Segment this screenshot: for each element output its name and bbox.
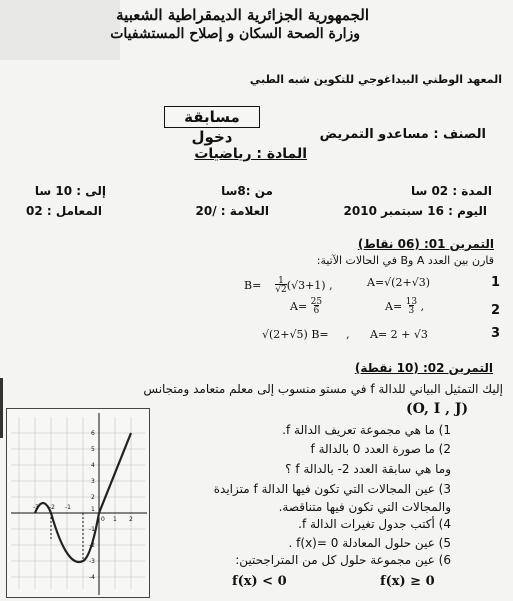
q6: 6) عين مجموعة حلول كل من المتراجحتين: bbox=[235, 553, 451, 567]
end-time: إلى : 10 سا bbox=[34, 184, 106, 198]
x-tick-label: -1 bbox=[65, 504, 71, 511]
ex1-item3-B-label: B= bbox=[311, 328, 329, 341]
ex1-item1-B-label: B= bbox=[244, 279, 262, 292]
ex1-item2-number bbox=[491, 303, 500, 318]
exam-category: الصنف : مساعدو التمريض bbox=[319, 127, 486, 142]
exercise1-heading: التمرين 01: (06 نقاط) bbox=[357, 237, 494, 251]
x-tick-label: 2 bbox=[129, 516, 133, 523]
ex1-item2-frac-left-num: 25 bbox=[310, 297, 323, 307]
ex1-item3-B: √(2+√5) B= , bbox=[262, 328, 350, 341]
x-tick-label: 1 bbox=[113, 516, 117, 523]
origin-label: 0 bbox=[101, 516, 105, 523]
exercise2-intro: إليك التمثيل البياني للدالة f في مستو منسوب إلى معلم متعامد ومتجانس bbox=[143, 382, 503, 396]
coefficient: المعامل : 02 bbox=[26, 204, 102, 218]
ex1-item3-number bbox=[491, 326, 500, 341]
ex1-item2-right: $A= \frac{13}{3}$ , bbox=[385, 297, 425, 316]
inequality-2: f(x) ≥ 0 bbox=[380, 574, 435, 589]
x-tick-label: -2 bbox=[49, 504, 55, 511]
start-time: من :8سا bbox=[221, 184, 273, 198]
q1: 1) ما هي مجموعة تعريف الدالة f. bbox=[282, 423, 451, 437]
y-tick-label: -3 bbox=[89, 558, 95, 565]
ex1-item2-frac-left bbox=[311, 298, 322, 316]
y-tick-label: 2 bbox=[91, 494, 95, 501]
exam-title-text: مسابقة دخول bbox=[184, 108, 240, 146]
exam-subject: المادة : رياضيات bbox=[194, 146, 307, 162]
y-tick-label: 5 bbox=[91, 446, 95, 453]
republic-header: الجمهورية الجزائرية الديمقراطية الشعبية bbox=[116, 6, 369, 24]
ex1-item2-frac-right-den: 3 bbox=[408, 306, 415, 316]
ex1-item2-left-label: A= bbox=[290, 300, 308, 313]
institute-name: المعهد الوطني البيداغوجي للتكوين شبه الطبي bbox=[249, 73, 502, 86]
inequality-1: f(x) < 0 bbox=[232, 574, 287, 589]
y-tick-label: 3 bbox=[91, 478, 95, 485]
y-tick-label: 1 bbox=[91, 506, 95, 513]
ex1-item1-A: A=√(2+√3) bbox=[367, 276, 430, 289]
ex1-item2-frac-right bbox=[406, 298, 417, 316]
q2b: وما هي سابقة العدد 2- بالدالة f ؟ bbox=[285, 462, 451, 476]
q5: 5) عين حلول المعادلة f(x)= 0 . bbox=[288, 536, 451, 550]
scan-mark bbox=[0, 378, 3, 438]
ministry-header: وزارة الصحة السكان و إصلاح المستشفيات bbox=[110, 26, 360, 42]
ex1-item1-num: 1 bbox=[491, 275, 501, 290]
exercise1-intro: قارن بين العدد A وB في الحالات الآتية: bbox=[316, 254, 494, 267]
ex1-item3-num: 3 bbox=[491, 326, 501, 341]
ex1-item1-fraction: $\frac{1}{√2}$ bbox=[275, 276, 287, 295]
y-tick-label: -1 bbox=[89, 526, 95, 533]
y-tick-label: 6 bbox=[91, 430, 95, 437]
ex1-item2-left bbox=[290, 298, 322, 316]
ex1-item2-num: 2 bbox=[491, 303, 501, 318]
ex1-item2-frac-right-num: 13 bbox=[405, 297, 418, 307]
ex1-item1-A-label: A= bbox=[367, 276, 385, 289]
ex1-item1-number bbox=[491, 275, 500, 290]
duration: المدة : 02 سا bbox=[410, 184, 492, 198]
graph-svg bbox=[7, 409, 149, 597]
exercise2-heading: التمرين 02: (10 نقطة) bbox=[354, 361, 493, 375]
q3: 3) عين المجالات التي تكون فيها الدالة f متزايدة bbox=[213, 482, 451, 496]
ex1-item3-A-text: A= 2 + √3 bbox=[370, 328, 428, 341]
function-graph bbox=[6, 408, 150, 598]
ex1-item2-frac-left-den: 6 bbox=[313, 306, 320, 316]
ex1-item1-frac-num: 1 bbox=[278, 276, 284, 286]
y-tick-label: 4 bbox=[91, 462, 95, 469]
q2: 2) ما صورة العدد 0 بالدالة f bbox=[310, 442, 451, 456]
ex1-item3-A bbox=[370, 328, 428, 341]
x-tick-label: -3 bbox=[33, 504, 39, 511]
exam-title bbox=[164, 106, 260, 146]
q3b: والمجالات التي تكون فيها متناقصة. bbox=[278, 500, 451, 514]
ex1-item1-B: B= $\frac{1}{√2}(√3+1)$ , bbox=[244, 276, 333, 295]
exam-date: اليوم : 16 سبتمبر 2010 bbox=[343, 204, 487, 218]
scan-smudge bbox=[0, 0, 120, 60]
y-tick-label: -4 bbox=[89, 574, 95, 581]
grade: العلامة : /20 bbox=[195, 204, 269, 218]
ex1-item2-right-label: A= bbox=[385, 300, 403, 313]
y-tick-label: -2 bbox=[89, 542, 95, 549]
q4: 4) أكتب جدول تغيرات الدالة f. bbox=[298, 517, 451, 531]
coordinate-frame: (O, I , J) bbox=[406, 401, 469, 417]
graph-grid bbox=[11, 417, 145, 589]
